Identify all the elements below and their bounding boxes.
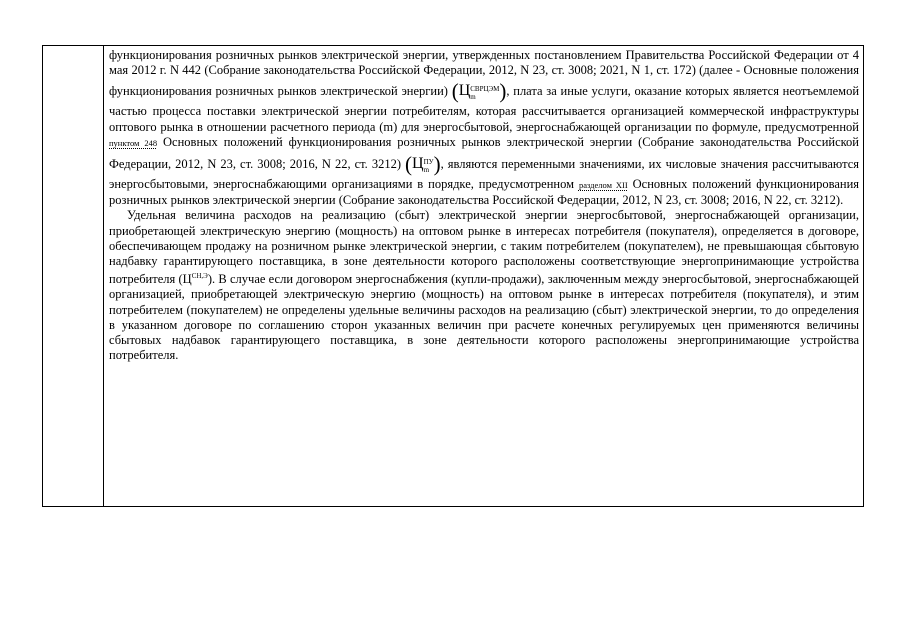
formula-sup-snE: СН,Э	[191, 272, 208, 281]
formula-letter: Ц	[458, 82, 471, 100]
formula-sup: ПУ	[423, 158, 434, 167]
formula-sub: m	[423, 166, 430, 175]
p2-text-1: Удельная величина расходов на реализацию (сбыт) электрической энергии энергосбытовой, энергоснабжающей организации, приобретающей электрическую энергию (мощность) на оптовом рынке в интересах потребителя (покупателя), определяется в договоре, обеспечивающем продажу на розничном рынке электрической энергии, с таким потребителем (покупателем), не превышающая сбытовую надбавку гарантирующего поставщика, в зоне деятельности которого расположены соответствующие энергопринимающие устройства потребителя (Ц	[109, 208, 859, 287]
column-divider	[103, 46, 104, 506]
paragraph-1	[109, 48, 859, 208]
link-punkt-248[interactable]: пунктом 248	[109, 137, 158, 148]
p1-text-5: Основных положений функционирования розничных рынков электрической энергии (Собрание законодательства Российской Федерации, 2012, N 23, ст. 3008; 2016, N 22, ст. 3212).	[109, 177, 860, 208]
link-razdel-xii[interactable]: разделом XII	[578, 180, 628, 191]
p1-text-3: Основных положений функционирования розничных рынков электрической энергии (Собрание законодательства Российской Федерации, 2012, N 23, ст. 3008; 2016, N 22, ст. 3212)	[109, 134, 860, 172]
formula-sup: СВРЦЭМ	[470, 85, 500, 94]
formula-tspu: (Ц ПУ m )	[405, 152, 441, 177]
paragraph-2	[109, 208, 859, 363]
p1-text-2: , плата за иные услуги, оказание которых является неотъемлемой частью процесса поставки электрической энергии потребителям, которая рассчитывается организацией коммерческой инфраструктуры оптового рынка в отношении расчетного периода (m) для энергосбытовой, энергоснабжающей организации по формуле, предусмотренной	[109, 84, 860, 134]
formula-tsvrcem: (Ц СВРЦЭМ m )	[451, 79, 507, 104]
p2-text-2: ). В случае если договором энергоснабжения (купли-продажи), заключенным между энергосбытовой, энергоснабжающей организацией, приобретающей электрическую энергию (мощность) на оптовом рынке в интересах потребителя (покупателя), и этим потребителем (покупателем) не определены удельные величины расходов на реализацию (сбыт) электрической энергии, то до определения в указанном договоре по соглашению сторон указанных величин при расчете конечных регулируемых цен применяются величины сбытовых надбавок гарантирующего поставщика, в зоне деятельности которого расположены энергопринимающие устройства потребителя.	[109, 272, 859, 363]
content-cell	[109, 48, 859, 363]
p1-text-1: функционирования розничных рынков электрической энергии, утвержденных постановлением Правительства Российской Федерации от 4 мая 2012 г. N 442 (Собрание законодательства Российской Федерации, 2012, N 23, ст. 3008; 2021, N 1, ст. 172) (далее - Основные положения функционирования розничных рынков электрической энергии)	[109, 48, 859, 99]
formula-sub: m	[470, 93, 476, 102]
document-table	[42, 45, 864, 507]
formula-letter: Ц	[412, 155, 424, 173]
p1-text-4: , являются переменными значениями, их числовые значения рассчитываются энергосбытовыми, энергоснабжающими организациями в порядке, предусмотренном	[109, 157, 859, 192]
